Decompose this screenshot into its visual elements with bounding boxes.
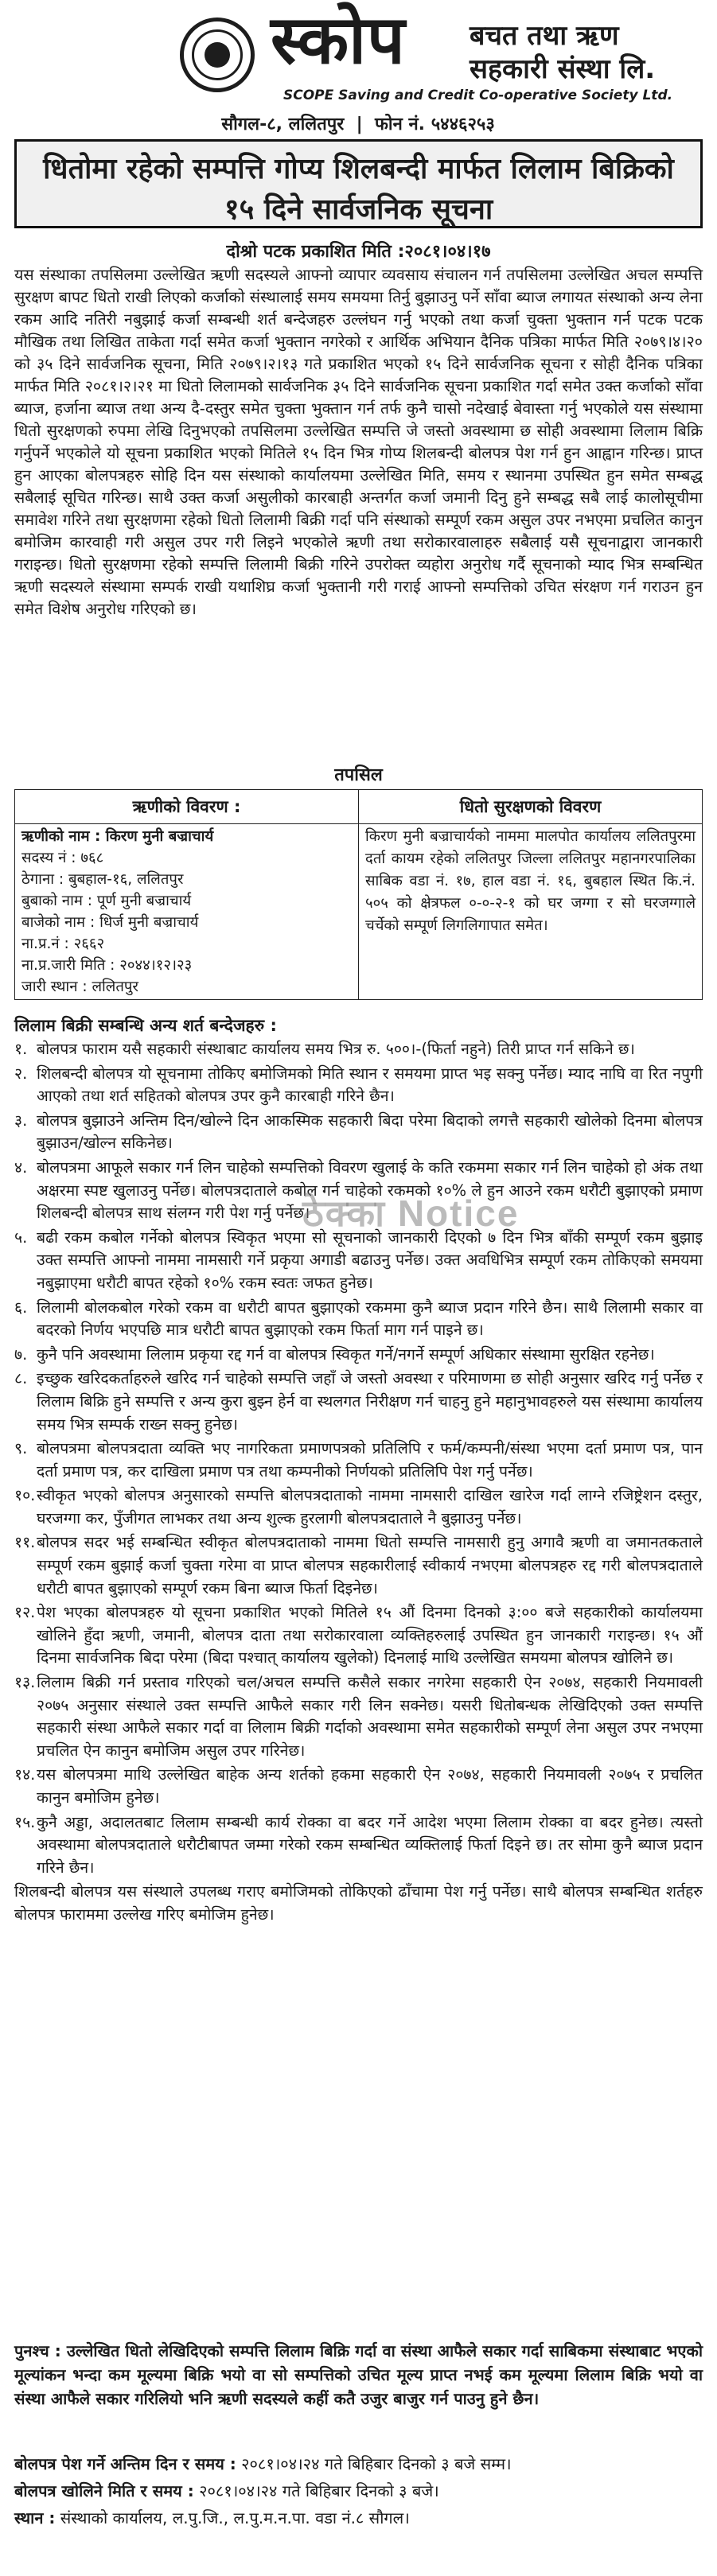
borrower-name: ऋणीको नाम : किरण मुनी बज्राचार्य: [21, 828, 214, 845]
condition-text: पेश भएका बोलपत्रहरु यो सूचना प्रकाशित भएको मितिले १५ औं दिनमा दिनको ३:०० बजे सहकारीको कार्यालयमा खोलिने हुँदा ऋणी, जमानी, बोलपत्र दाता तथा सरोकारवाला व्यक्तिहरुलाई उपस्थित हुन जानकारी गराइन्छ। १५ औं दिनमा सार्वजनिक बिदा परेमा (बिदा पश्चात् कार्यालय खुलेको) दिनलाई माथि उल्लेखित समयमा बोलपत्र खोलिने छ।: [37, 1603, 703, 1667]
condition-number: ९.: [14, 1439, 28, 1458]
condition-text: लिलामी बोलकबोल गरेको रकम वा धरौटी बापत बुझाएको रकममा कुनै ब्याज प्रदान गरिने छैन। साथै लिलामी सकार वा बदरको निर्णय भएपछि मात्र धरौटी बापत बुझाएको रकम फिर्ता माग गर्न पाइने छ।: [37, 1298, 703, 1340]
list-item: [14, 1110, 703, 1155]
condition-number: १३.: [14, 1673, 36, 1692]
condition-text: बोलपत्रमा आफूले सकार गर्न लिन चाहेको सम्पत्तिको विवरण खुलाई के कति रकममा सकार गर्न लिन चाहेको हो अंक तथा अक्षरमा स्पष्ट खुलाउनु पर्नेछ। बोलपत्रदाताले कबोल गर्न चाहेको रकमको १०% ले हुन आउने रकम धरौटी बुझाएको प्रमाण शिलबन्दी बोलपत्र साथ संलग्न गरी पेश गर्नु पर्नेछ।: [37, 1158, 703, 1223]
condition-number: ७.: [14, 1344, 28, 1364]
condition-number: १४.: [14, 1765, 36, 1784]
condition-number: १.: [14, 1040, 28, 1058]
condition-number: ११.: [14, 1533, 36, 1552]
condition-text: लिलाम बिक्री गर्न प्रस्ताव गरिएको चल/अचल सम्पत्ति कसैले सकार नगरेमा सहकारी ऐन २०७४, सहकारी नियमावली २०७५ अनुसार संस्थाले उक्त सम्पत्ति आफैले सकार गरी लिन सक्नेछ। यसरी धितोबन्धक लेखिदिएको उक्त सम्पत्ति सहकारी संस्था आफैले सकार गर्दा वा लिलाम बिक्री गर्दाको अवस्थामा समेत सहकारीको सम्पूर्ण लेना असुल उपर नभएमा प्रचलित ऐन कानुन बमोजिम असुल उपर गरिनेछ।: [37, 1673, 703, 1760]
citizenship-issue-date: ना.प्र.जारी मिति : २०४४।१२।२३: [21, 957, 193, 974]
header: [0, 0, 717, 135]
deadline-label: बोलपत्र पेश गर्ने अन्तिम दिन र समय :: [14, 2454, 236, 2473]
condition-number: ४.: [14, 1158, 28, 1177]
property-description: किरण मुनी बज्राचार्यको नाममा मालपोत कार्यालय ललितपुरमा दर्ता कायम रहेको ललितपुर जिल्ला ललितपुर महानगरपालिका साबिक वडा नं. १७, हाल वडा नं. १६, बुबहाल स्थित कि.नं. ५०५ को क्षेत्रफल ०-०-२-१ को घर जग्गा र सो घरजग्गाले चर्चेको सम्पूर्ण लिगलिगापात समेत।: [365, 828, 696, 934]
watermark: ठेक्का Notice: [302, 1193, 520, 1234]
venue: [14, 2504, 703, 2531]
condition-text: शिलबन्दी बोलपत्र यस संस्थाले उपलब्ध गराए बमोजिमको तोकिएको ढाँचामा पेश गर्नु पर्नेछ। साथै बोलपत्र सम्बन्धित शर्तहरु बोलपत्र फाराममा उल्लेख गरिए बमोजिम हुनेछ।: [14, 1882, 703, 1924]
condition-number: २.: [14, 1064, 28, 1083]
borrower-address: ठेगाना : बुबहाल-१६, ललितपुर: [21, 871, 184, 888]
brand-line-2: सहकारी संस्था लि.: [470, 53, 656, 85]
condition-text: स्वीकृत भएको बोलपत्र अनुसारको सम्पत्ति बोलपत्रदाताको नाममा नामसारी दाखिल खारेज गर्दा लाग्ने रजिष्ट्रेशन दस्तुर, घरजग्गा कर, पुँजीगत लाभकर तथा अन्य शुल्क हुरलागी बोलपत्रदाताले नै बुझाउनु पर्नेछ।: [37, 1486, 703, 1527]
condition-text: कुनै अड्डा, अदालतबाट लिलाम सम्बन्धी कार्य रोक्का वा बदर गर्ने आदेश भएमा लिलाम रोक्का वा बदर हुनेछ। त्यस्तो अवस्थामा बोलपत्रदाताले धरौटीबापत जम्मा गरेको रकम सम्बन्धित व्यक्तिलाई फिर्ता दिइने छ। तर सोमा कुनै ब्याज प्रदान गरिने छैन।: [37, 1812, 703, 1877]
list-item: [14, 1671, 703, 1762]
list-item: [14, 1438, 703, 1483]
brand-english: SCOPE Saving and Credit Co-operative Society Ltd.: [283, 88, 673, 103]
notice-title: [14, 139, 703, 228]
conditions-list: [14, 1038, 703, 1928]
tapsil-heading: तपसिल: [334, 765, 383, 785]
condition-number: १२.: [14, 1603, 36, 1622]
title-line-1: धितोमा रहेको सम्पत्ति गोप्य शिलबन्दी मार्फत लिलाम बिक्रिको: [43, 153, 674, 185]
member-number: सदस्य नं : ७६८: [21, 850, 104, 866]
list-item: [14, 1485, 703, 1530]
condition-text: शिलबन्दी बोलपत्र यो सूचनामा तोकिए बमोजिमको मिति स्थान र समयमा प्राप्त भइ सक्नु पर्नेछ। म्याद नाघि वा रित नपुगी आएको तथा शर्त सहितको बोलपत्र उपर कुनै कारबाही गरिने छैन।: [37, 1064, 703, 1106]
conditions-title: लिलाम बिक्री सम्बन्धि अन्य शर्त बन्देजहरु :: [14, 1016, 277, 1035]
property-details: [359, 824, 703, 1000]
brand-line-1: बचत तथा ऋण: [470, 20, 619, 52]
list-item: [14, 1811, 703, 1880]
publish-date: दोश्रो पटक प्रकाशित मिति :२०८१।०४।१७: [226, 242, 491, 262]
title-line-2: १५ दिने सार्वजनिक सूचना: [224, 193, 493, 226]
details-table: [14, 789, 703, 1000]
condition-text: बोलपत्रमा बोलपत्रदाता व्यक्ति भए नागरिकता प्रमाणपत्रको प्रतिलिपि र फर्म/कम्पनी/संस्था भएमा दर्ता प्रमाण पत्र, पान दर्ता प्रमाण पत्र, कर दाखिला प्रमाण पत्र तथा कम्पनीको निर्णयको प्रतिलिपि पेश गर्नु पर्नेछ।: [37, 1439, 703, 1481]
grandfather-name: बाजेको नाम : धिर्ज मुनी बज्राचार्य: [21, 914, 199, 931]
borrower-header: ऋणीको विवरण :: [15, 790, 359, 824]
deadline-label: स्थान :: [14, 2508, 56, 2527]
list-item: [14, 1297, 703, 1342]
deadline-value: २०८१।०४।२४ गते बिहिबार दिनको ३ बजे सम्म।: [241, 2454, 512, 2473]
condition-number: ३.: [14, 1111, 28, 1130]
list-item: [14, 1368, 703, 1436]
condition-text: कुनै पनि अवस्थामा लिलाम प्रकृया रद्द गर्न वा बोलपत्र स्विकृत गर्ने/नगर्ने सम्पूर्ण अधिकार संस्थामा सुरक्षित रहनेछ।: [37, 1344, 655, 1364]
address: सौगल-८, ललितपुर: [221, 115, 345, 134]
condition-number: ६.: [14, 1298, 28, 1317]
condition-text: बोलपत्र बुझाउने अन्तिम दिन/खोल्ने दिन आकस्मिक सहकारी बिदा परेमा बिदाको लगत्तै सहकारी खोलेको दिनमा बोलपत्र बुझाउन/खोल्न सकिनेछ।: [37, 1111, 703, 1153]
condition-text: बोलपत्र फाराम यसै सहकारी संस्थाबाट कार्यालय समय भित्र रु. ५००।-(फिर्ता नहुने) तिरी प्राप्त गर्न सकिने छ।: [37, 1040, 635, 1058]
condition-text: बोलपत्र सदर भई सम्बन्धित स्वीकृत बोलपत्रदाताको नाममा धितो सम्पत्ति नामसारी हुनु अगावै ऋणी वा जमानतकताले सम्पूर्ण रकम बुझाई कर्जा चुक्ता गरेमा वा प्राप्त बोलपत्र सहकारीलाई स्वीकार्य नभएमा बोलपत्रहरु रद्द गरी बोलपत्रदाताले धरौटी बापत बुझाएको सम्पूर्ण रकम बिना ब्याज फिर्ता दिइनेछ।: [37, 1533, 703, 1597]
condition-text: यस बोलपत्रमा माथि उल्लेखित बाहेक अन्य शर्तको हकमा सहकारी ऐन २०७४, सहकारी नियमावली २०७५ र प्रचलित कानुन बमोजिम हुनेछ।: [37, 1765, 703, 1807]
brand-name: स्कोप: [271, 1, 406, 79]
deadline-value: संस्थाको कार्यालय, ल.पु.जि., ल.पु.म.न.पा. वडा नं.८ सौगल।: [60, 2508, 410, 2527]
deadline-label: बोलपत्र खोलिने मिति र समय :: [14, 2481, 194, 2500]
borrower-details: [15, 824, 359, 1000]
father-name: बुबाको नाम : पूर्ण मुनी बज्राचार्य: [21, 893, 192, 909]
list-item: [14, 1764, 703, 1809]
list-item: [14, 1531, 703, 1600]
deadline-value: २०८१।०४।२४ गते बिहिबार दिनको ३ बजे।: [199, 2481, 439, 2500]
condition-number: १०.: [14, 1486, 36, 1505]
list-item: [14, 1063, 703, 1108]
condition-number: ८.: [14, 1369, 28, 1388]
condition-number: ५.: [14, 1228, 28, 1247]
table-header-row: [15, 790, 703, 824]
list-item: [14, 1344, 703, 1367]
citizenship-issue-place: जारी स्थान : ललितपुर: [21, 979, 138, 995]
submission-deadline: [14, 2450, 703, 2477]
phone: फोन नं. ५४४६२५३: [374, 115, 495, 134]
condition-text: इच्छुक खरिदकर्ताहरुले खरिद गर्न चाहेको सम्पत्ति जहाँ जे जस्तो अवस्था र परिमाणमा छ सोही अनुसार खरिद गर्नु पर्नेछ र लिलाम बिक्रि हुने सम्पत्ति र अन्य कुरा बुझ्न हेर्न वा स्थलगत निरीक्षण गर्न चाहनु हुने महानुभावहरुले यस संस्थामा कार्यालय समय भित्र सम्पर्क राख्न सक्नु हुनेछ।: [37, 1369, 703, 1434]
condition-number: १५.: [14, 1812, 36, 1831]
condition-text: बढी रकम कबोल गर्नेको बोलपत्र स्विकृत भएमा सो सूचनाको जानकारी दिएको ७ दिन भित्र बाँकी सम्पूर्ण रकम बुझाइ उक्त सम्पत्ति आफ्नो नाममा नामसारी गर्ने प्रकृया अगाडी बढाउनु पर्नेछ। उक्त अवधिभित्र सम्पूर्ण रकम तोकिएको समयमा नबुझाएमा धरौटी बापत रहेको १०% रकम स्वतः जफत हुनेछ।: [37, 1228, 703, 1292]
list-item: [14, 1601, 703, 1670]
property-header: धितो सुरक्षणको विवरण: [359, 790, 703, 824]
deadline-block: [14, 2450, 703, 2531]
table-row: [15, 824, 703, 1000]
postscript: पुनश्च : उल्लेखित धितो लेखिदिएको सम्पत्ति लिलाम बिक्रि गर्दा वा संस्था आफैले सकार गर्दा साबिकमा संस्थाबाट भएको मूल्यांकन भन्दा कम मूल्यमा बिक्रि भयो वा सो सम्पत्तिको उचित मूल्य प्राप्त नभई कम मूल्यमा लिलाम बिक्रि भयो वा संस्था आफैले सकार गरिलियो भनि ऋणी सदस्यले कहीं कतै उजुर बाजुर गर्न पाउनु हुने छैन।: [14, 2341, 703, 2408]
list-item: [14, 1881, 703, 1926]
citizenship-number: ना.प्र.नं : २६६२: [21, 936, 105, 952]
cooperative-logo-icon: [180, 18, 255, 92]
intro-paragraph: यस संस्थाका तपसिलमा उल्लेखित ऋणी सदस्यले आफ्नो व्यापार व्यवसाय संचालन गर्न तपसिलमा उल्लेखित अचल सम्पत्ति सुरक्षण बापट धितो राखी लिएको कर्जाको संस्थालाई समय समयमा तिर्नु बुझाउनु पर्ने साँवा ब्याज लगायत संस्थाको अन्य लेना रकम आदि नतिरी नबुझाई कर्जा सम्बन्धी शर्त बन्देजहरु उल्लंघन गर्नु भएको तथा कर्जा चुक्ता भुक्तान गर्न पटक पटक मौखिक तथा लिखित ताकेता गर्दा समेत कर्जा भुक्तान नगरेको र आर्थिक अभियान दैनिक पत्रिका मार्फत मिति २०७९।४।२० को ३५ दिने सार्वजनिक सूचना, मिति २०७९।२।१३ गते प्रकाशित भएको १५ दिने सार्वजनिक सूचना र सोही दैनिक पत्रिका मार्फत मिति २०८१।२।२१ मा धितो लिलामको सार्वजनिक ३५ दिने सार्वजनिक सूचना प्रकाशित गर्दा समेत उक्त कर्जाको साँवा ब्याज, हर्जाना ब्याज तथा अन्य दै-दस्तुर समेत चुक्ता भुक्तान गर्न तर्फ कुनै चासो नदेखाई बेवास्ता गर्नु भएकोले यस संस्थामा धितो सुरक्षणको रुपमा लेखि दिनुभएको तपसिलमा उल्लेखित सम्पत्ति जे जस्तो अवस्थामा छ सोही अवस्थामा लिलाम बिक्रि गर्नुपर्ने भएकोले यो सूचना प्रकाशित भएको मितिले १५ दिन भित्र गोप्य शिलबन्दी बोलपत्र पेश गर्न हुन आह्वान गरिन्छ। प्राप्त हुन आएका बोलपत्रहरु सोहि दिन यस संस्थाको कार्यालयमा उल्लेखित मिति, समय र स्थानमा उपस्थित हुन समेत सम्बद्ध सबैलाई सूचित गरिन्छ। साथै उक्त कर्जा असुलीको कारबाही अन्तर्गत कर्जा जमानी दिनु हुने सम्बद्ध सबै लाई कालोसूचीमा समावेश गरिने तथा सुरक्षणमा रहेको धितो लिलामी बिक्री गर्दा पनि संस्थाको सम्पूर्ण रकम असुल उपर नभएमा प्रचलित कानुन बमोजिम कारवाही गरी असुल उपर गरी लिइने भएकोले ऋणी तथा सरोकारवालाहरु सबैलाई यसै सूचनाद्वारा जानकारी गराइन्छ। धितो सुरक्षणमा रहेको सम्पत्ति लिलामी बिक्री गरिने उपरोक्त व्यहोरा अनुरोध गर्दै सूचनाको म्याद भित्र सम्बन्धित ऋणी सदस्यले संस्थामा सम्पर्क राखी यथाशिघ्र कर्जा भुक्तानी गरी गराई आफ्नो सम्पत्तिको उचित संरक्षण गर्न गराउन हुन समेत विशेष अनुरोध गरिएको छ।: [14, 266, 703, 618]
opening-date: [14, 2477, 703, 2504]
list-item: [14, 1038, 703, 1061]
contact-line: सौगल-८, ललितपुर | फोन नं. ५४४६२५३: [221, 115, 495, 134]
